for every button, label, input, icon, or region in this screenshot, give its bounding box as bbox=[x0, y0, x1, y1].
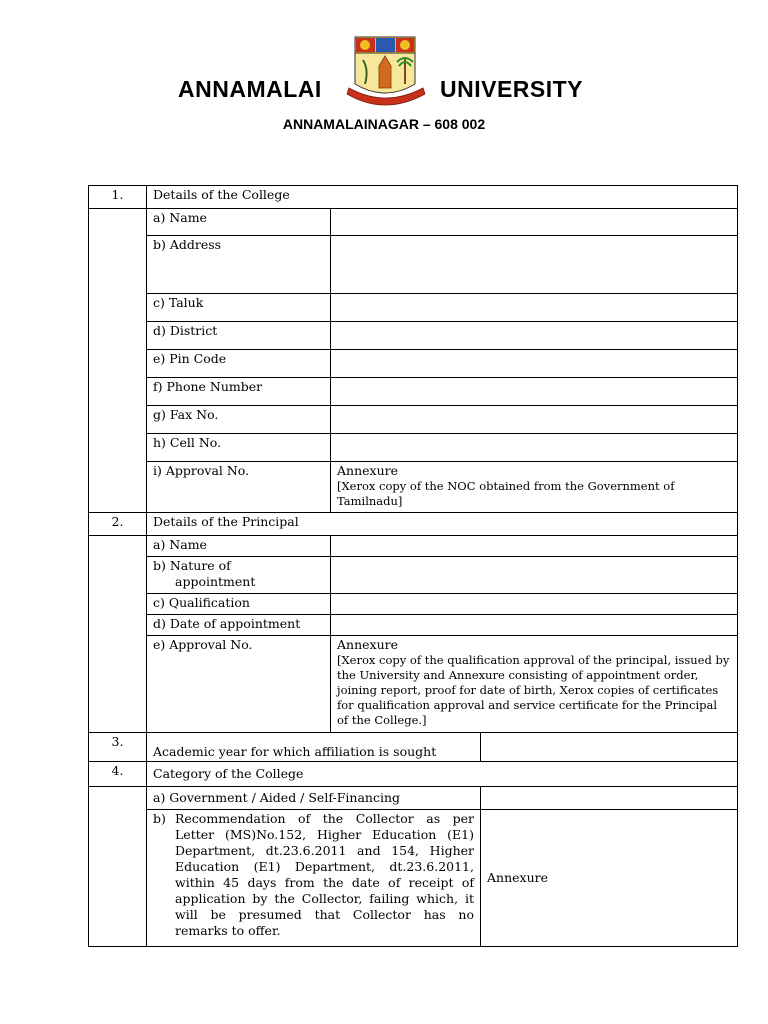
section-2-number: 2. bbox=[89, 513, 147, 536]
principal-approval-field[interactable] bbox=[331, 636, 738, 733]
table-row bbox=[89, 615, 738, 636]
section-4-number: 4. bbox=[89, 762, 147, 787]
principal-approval-note: [Xerox copy of the qualification approval of the principal, issued by the University and Annexure consisting of appointment order, joining report, proof for date of birth, Xerox copies of certificates for qualification approval and service certificate for the Principal of the College.] bbox=[337, 653, 730, 727]
college-approval-annexure: Annexure bbox=[337, 463, 398, 478]
college-fax-field[interactable] bbox=[331, 406, 738, 434]
section-1-blank bbox=[89, 209, 147, 513]
category-label: a) Government / Aided / Self-Financing bbox=[147, 787, 481, 810]
section-1-number: 1. bbox=[89, 186, 147, 209]
college-address-label: b) Address bbox=[147, 236, 331, 294]
university-emblem bbox=[345, 36, 427, 110]
table-row bbox=[89, 462, 738, 513]
table-row bbox=[89, 378, 738, 406]
section-3-row bbox=[89, 733, 738, 762]
principal-approval-label: e) Approval No. bbox=[147, 636, 331, 733]
table-row bbox=[89, 294, 738, 322]
principal-date-field[interactable] bbox=[331, 615, 738, 636]
table-row bbox=[89, 557, 738, 594]
college-pin-label: e) Pin Code bbox=[147, 350, 331, 378]
table-row bbox=[89, 636, 738, 733]
table-row bbox=[89, 434, 738, 462]
section-3-title: Academic year for which affiliation is sought bbox=[147, 733, 481, 762]
college-fax-label: g) Fax No. bbox=[147, 406, 331, 434]
college-name-label: a) Name bbox=[147, 209, 331, 236]
college-phone-label: f) Phone Number bbox=[147, 378, 331, 406]
college-address-field[interactable] bbox=[331, 236, 738, 294]
section-4-blank bbox=[89, 787, 147, 947]
college-cell-field[interactable] bbox=[331, 434, 738, 462]
table-row bbox=[89, 406, 738, 434]
table-row bbox=[89, 787, 738, 810]
recommendation-label bbox=[147, 810, 481, 947]
section-1-header-row bbox=[89, 186, 738, 209]
college-district-field[interactable] bbox=[331, 322, 738, 350]
principal-qualification-label: c) Qualification bbox=[147, 594, 331, 615]
college-approval-field[interactable] bbox=[331, 462, 738, 513]
section-4-title: Category of the College bbox=[147, 762, 738, 787]
principal-nature-line-2: appointment bbox=[175, 574, 256, 589]
college-phone-field[interactable] bbox=[331, 378, 738, 406]
recommendation-block bbox=[153, 811, 474, 939]
section-2-title: Details of the Principal bbox=[147, 513, 738, 536]
category-field[interactable] bbox=[481, 787, 738, 810]
principal-date-label: d) Date of appointment bbox=[147, 615, 331, 636]
principal-name-field[interactable] bbox=[331, 536, 738, 557]
recommendation-marker: b) bbox=[153, 811, 166, 826]
table-row bbox=[89, 322, 738, 350]
section-2-header-row bbox=[89, 513, 738, 536]
recommendation-annexure: Annexure bbox=[487, 870, 548, 885]
college-approval-label: i) Approval No. bbox=[147, 462, 331, 513]
table-row bbox=[89, 209, 738, 236]
principal-approval-annexure: Annexure bbox=[337, 637, 398, 652]
table-row bbox=[89, 536, 738, 557]
college-name-field[interactable] bbox=[331, 209, 738, 236]
university-name-left: ANNAMALAI bbox=[178, 76, 322, 102]
principal-qualification-field[interactable] bbox=[331, 594, 738, 615]
address-line: ANNAMALAINAGAR – 608 002 bbox=[282, 116, 486, 132]
college-taluk-field[interactable] bbox=[331, 294, 738, 322]
affiliation-form-table bbox=[88, 185, 738, 947]
principal-nature-field[interactable] bbox=[331, 557, 738, 594]
college-district-label: d) District bbox=[147, 322, 331, 350]
section-3-number: 3. bbox=[89, 733, 147, 762]
table-row bbox=[89, 810, 738, 947]
principal-nature-line-1: b) Nature of bbox=[153, 558, 231, 573]
academic-year-field[interactable] bbox=[481, 733, 738, 762]
college-taluk-label: c) Taluk bbox=[147, 294, 331, 322]
principal-nature-label bbox=[147, 557, 331, 594]
recommendation-text: Recommendation of the Collector as per Letter (MS)No.152, Higher Education (E1) Department, dt.23.6.2011 and 154, Higher Education (E1) Department, dt.23.6.2011, within 45 days from the date of receipt of application by the Collector, failing which, it will be presumed that Collector has no remarks to offer. bbox=[175, 811, 474, 938]
section-2-blank bbox=[89, 536, 147, 733]
recommendation-field[interactable] bbox=[481, 810, 738, 947]
principal-name-label: a) Name bbox=[147, 536, 331, 557]
college-pin-field[interactable] bbox=[331, 350, 738, 378]
section-1-title: Details of the College bbox=[147, 186, 738, 209]
college-approval-note: [Xerox copy of the NOC obtained from the Government of Tamilnadu] bbox=[337, 479, 675, 508]
college-cell-label: h) Cell No. bbox=[147, 434, 331, 462]
table-row bbox=[89, 350, 738, 378]
table-row bbox=[89, 236, 738, 294]
table-row bbox=[89, 594, 738, 615]
section-4-header-row bbox=[89, 762, 738, 787]
university-name-right: UNIVERSITY bbox=[440, 76, 584, 102]
